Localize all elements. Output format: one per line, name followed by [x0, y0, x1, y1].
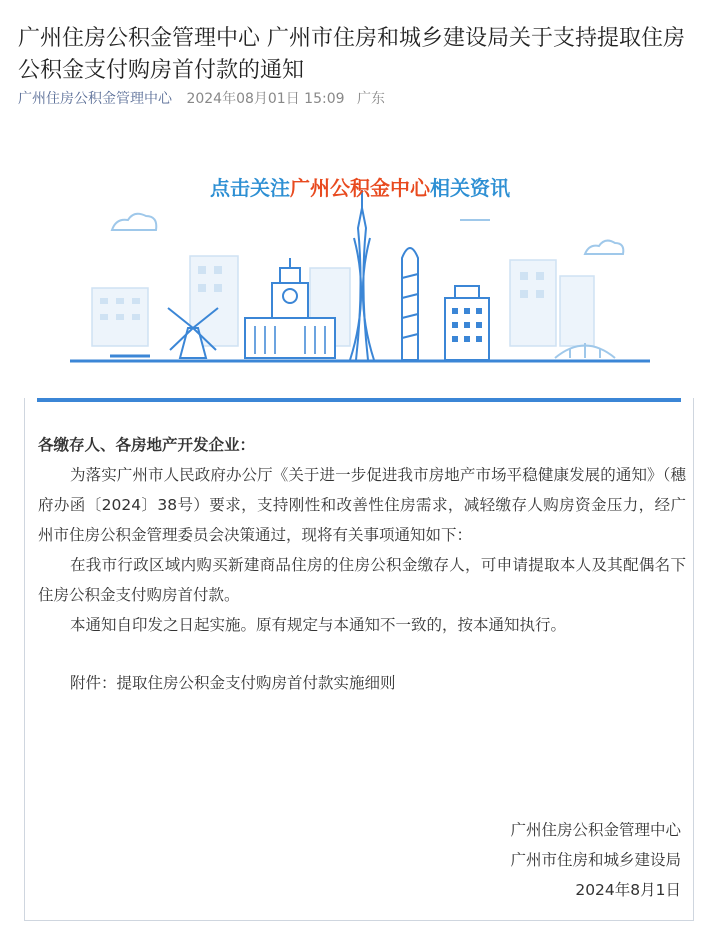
banner-highlight: 广州公积金中心: [290, 176, 430, 200]
signature-org-2: 广州市住房和城乡建设局: [510, 851, 681, 869]
notice-body: [38, 430, 686, 698]
paragraph-1: 为落实广州市人民政府办公厅《关于进一步促进我市房地产市场平稳健康发展的通知》（穗府办函〔2024〕38号）要求，支持刚性和改善性住房需求，减轻缴存人购房资金压力，经广州市住房公积金管理委员会决策通过，现将有关事项通知如下：: [38, 466, 686, 544]
publish-location: 广东: [356, 91, 385, 107]
salutation: 各缴存人、各房地产开发企业：: [38, 436, 256, 454]
publish-datetime: 2024年08月01日 15:09: [186, 91, 345, 107]
article-meta: [18, 88, 385, 108]
paragraph-3: 本通知自印发之日起实施。原有规定与本通知不一致的，按本通知执行。: [70, 616, 567, 634]
follow-banner-title: [40, 172, 680, 201]
attachment-line: 附件：提取住房公积金支付购房首付款实施细则: [70, 674, 396, 692]
banner-prefix: 点击关注: [210, 176, 290, 200]
follow-banner[interactable]: [40, 168, 680, 368]
signature-block: [510, 815, 681, 905]
paragraph-2: 在我市行政区域内购买新建商品住房的住房公积金缴存人，可申请提取本人及其配偶名下住房公积金支付购房首付款。: [38, 556, 686, 604]
signature-org-1: 广州住房公积金管理中心: [510, 821, 681, 839]
notice-frame-top-bar: [37, 398, 681, 402]
article-title: 广州住房公积金管理中心 广州市住房和城乡建设局关于支持提取住房公积金支付购房首付款的通知: [18, 25, 685, 83]
signature-date: 2024年8月1日: [575, 881, 681, 899]
banner-suffix: 相关资讯: [430, 176, 510, 200]
source-account-link[interactable]: 广州住房公积金管理中心: [18, 91, 172, 107]
